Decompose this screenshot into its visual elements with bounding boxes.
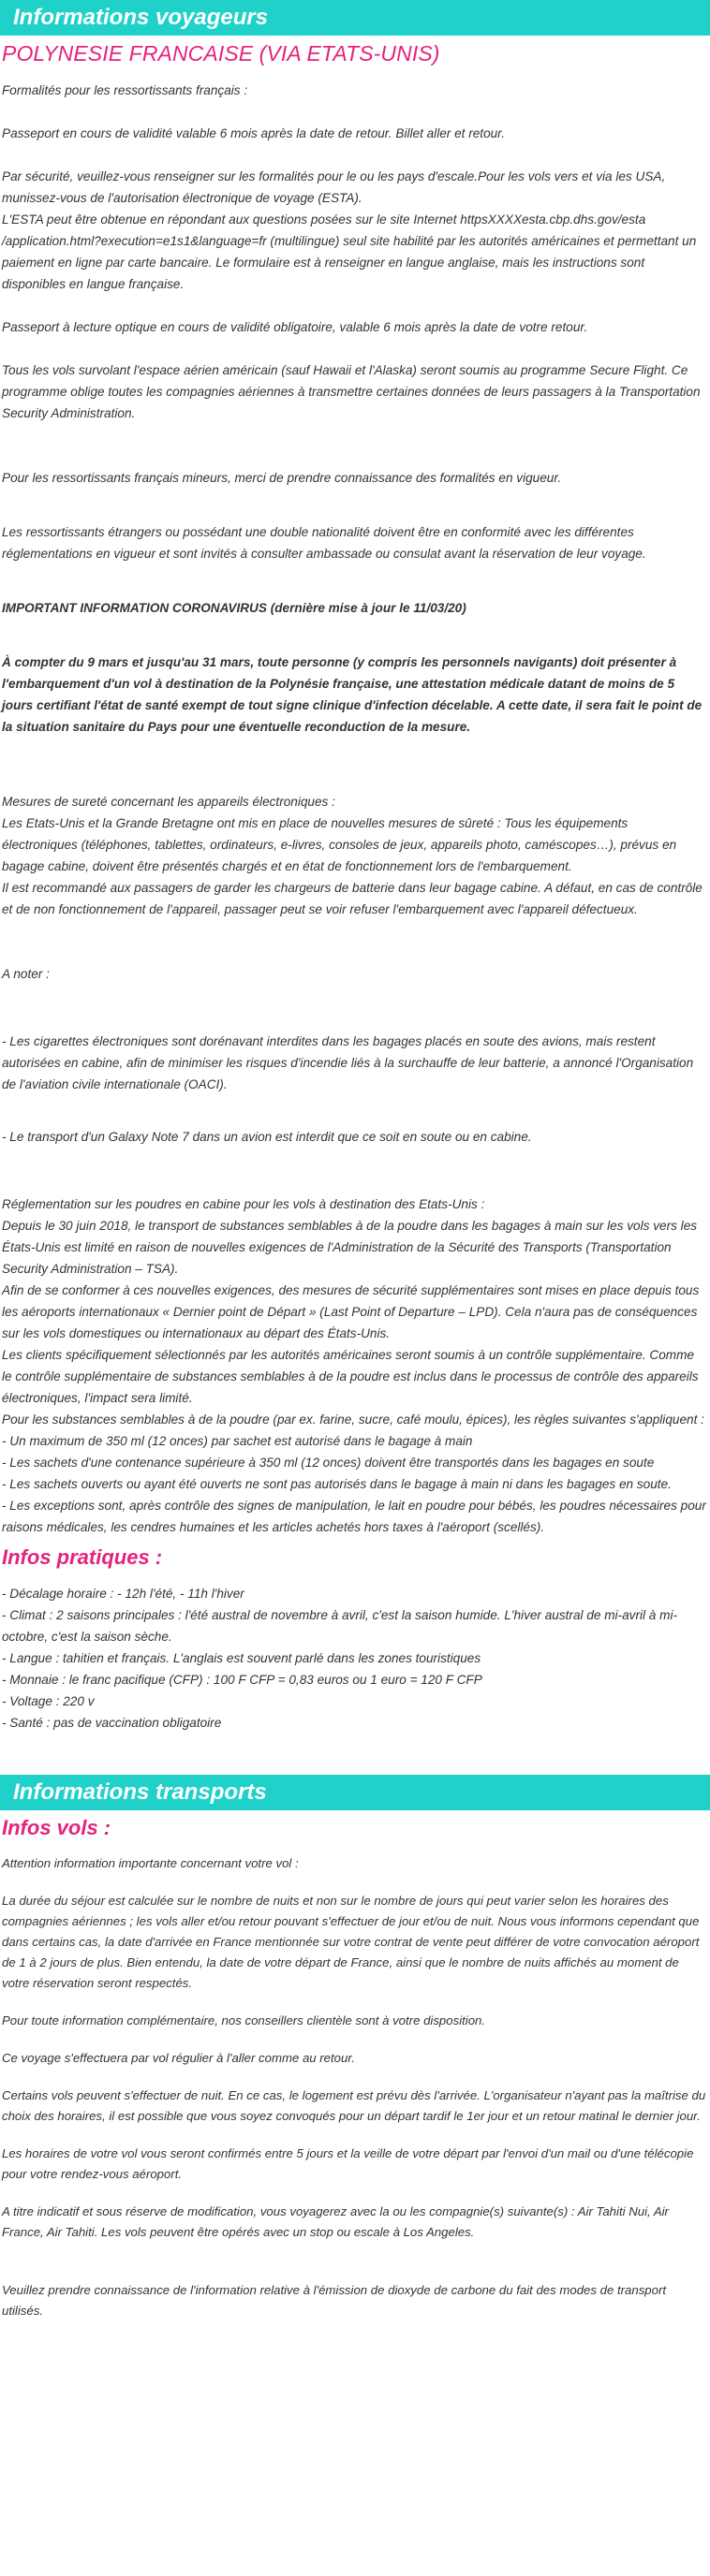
- night-flights-info: Certains vols peuvent s'effectuer de nuit. En ce cas, le logement est prévu dès l'arrivée. L'organisateur n'ayant pas la maîtrise du choix des horaires, il est possible que vous soyez convoqués pour un départ tardif le 1er jour et un retour matinal le dernier jour.: [2, 2088, 706, 2123]
- esta-info: Par sécurité, veuillez-vous renseigner sur les formalités pour le ou les pays d'escale.Pour les vols vers et via les USA, munissez-vous de l'autorisation électronique de voyage (ESTA). L'ESTA peut être obtenue en répondant aux questions posées sur le site Internet httpsXXXXesta.cbp.dhs.gov/esta /application.html?execution=e1s1&language=fr (multilingue) seul site habilité par les autorités américaines et permettant un paiement en ligne par carte bancaire. Le formulaire est à renseigner en langue anglaise, mais les instructions sont disponibles en langue française.: [2, 169, 697, 291]
- practical-info-title: Infos pratiques :: [2, 1545, 163, 1569]
- powders-regulation: Réglementation sur les poudres en cabine pour les vols à destination des Etats-Unis : Depuis le 30 juin 2018, le transport de substances semblables à de la poudre dans les bagages à main sur les vols vers les États-Unis est limité en raison de nouvelles exigences de l'Administration de la Sécurité des Transports (Transportation Security Administration – TSA). Afin de se conformer à ces nouvelles exigences, des mesures de sécurité supplémentaires sont mises en place depuis tous les aéroports internationaux « Dernier point de Départ » (Last Point of Departure – LPD). Cela n'aura pas de conséquences sur les vols domestiques ou internationaux au départ des États-Unis. Les clients spécifiquement sélectionnés par les autorités américaines seront soumis à un contrôle supplémentaire. Comme le contrôle supplémentaire de substances semblables à de la poudre est inclus dans le processus de contrôle des appareils électroniques, l'impact sera limité. Pour les substances semblables à de la poudre (par ex. farine, sucre, café moulu, épices), les règles suivantes s'appliquent : - Un maximum de 350 ml (12 onces) par sachet est autorisé dans le bagage à main - Les sachets d'une contenance supérieure à 350 ml (12 onces) doivent être transportés dans les bagages en soute - Les sachets ouverts ou ayant été ouverts ne sont pas autorisés dans le bagage à main ni dans les bagages en soute. - Les exceptions sont, après contrôle des signes de manipulation, le lait en poudre pour bébés, les poudres nécessaires pour raisons médicales, les cendres humaines et les articles achetés hors taxes à l'aéroport (scellés).: [2, 1197, 706, 1534]
- note-galaxy-note7: - Le transport d'un Galaxy Note 7 dans un avion est interdit que ce soit en soute ou en cabine.: [2, 1130, 532, 1144]
- flight-attention: Attention information importante concernant votre vol :: [2, 1856, 299, 1870]
- section-header-transports: Informations transports: [0, 1775, 710, 1810]
- practical-currency: - Monnaie : le franc pacifique (CFP) : 100 F CFP = 0,83 euros ou 1 euro = 120 F CFP: [2, 1673, 482, 1687]
- note-ecigarettes: - Les cigarettes électroniques sont dorénavant interdites dans les bagages placés en soute des avions, mais restent autorisées en cabine, afin de minimiser les risques d'incendie liés à la surchauffe de leur batterie, a annoncé l'Organisation de l'aviation civile internationale (OACI).: [2, 1034, 694, 1091]
- practical-health: - Santé : pas de vaccination obligatoire: [2, 1716, 222, 1730]
- practical-climate: - Climat : 2 saisons principales : l'été austral de novembre à avril, c'est la saison humide. L'hiver austral de mi-avril à mi-octobre, c'est la saison sèche.: [2, 1608, 677, 1644]
- foreigners-info: Les ressortissants étrangers ou possédant une double nationalité doivent être en conformité avec les différentes réglementations en vigueur et sont invités à consulter ambassade ou consulat avant la réservation de leur voyage.: [2, 525, 646, 561]
- passport-requirement: Passeport en cours de validité valable 6 mois après la date de retour. Billet aller et retour.: [2, 126, 505, 140]
- minors-info: Pour les ressortissants français mineurs, merci de prendre connaissance des formalités en vigueur.: [2, 471, 562, 485]
- destination-title: POLYNESIE FRANCAISE (VIA ETATS-UNIS): [2, 41, 440, 66]
- regular-flight-info: Ce voyage s'effectuera par vol régulier à l'aller comme au retour.: [2, 2051, 355, 2065]
- stay-duration-info: La durée du séjour est calculée sur le nombre de nuits et non sur le nombre de jours qui peut varier selon les horaires des compagnies aériennes ; les vols aller et/ou retour pouvant s'effectuer de jour et/ou de nuit. Nous vous informons cependant que dans certains cas, la date d'arrivée en France mentionnée sur votre contrat de vente peut différer de votre convocation aéroport de 1 à 2 jours de plus. Bien entendu, la date de votre départ de France, ainsi que le nombre de nuits affichés au moment de votre réservation seront respectés.: [2, 1894, 700, 1990]
- schedule-confirmation: Les horaires de votre vol vous seront confirmés entre 5 jours et la veille de votre départ par l'envoi d'un mail ou d'une télécopie pour votre rendez-vous aéroport.: [2, 2146, 694, 2181]
- electronics-measures: Mesures de sureté concernant les appareils électroniques : Les Etats-Unis et la Grande Bretagne ont mis en place de nouvelles mesures de sûreté : Tous les équipements électroniques (téléphones, tablettes, ordinateurs, e-livres, consoles de jeux, appareils photo, caméscopes…), prévus en bagage cabine, doivent être présentés chargés et en état de fonctionnement lors de l'embarquement. Il est recommandé aux passagers de garder les chargeurs de batterie dans leur bagage cabine. A défaut, en cas de contrôle et de non fonctionnement de l'appareil, passager peut se voir refuser l'embarquement avec l'appareil défectueux.: [2, 795, 703, 916]
- note-label: A noter :: [2, 967, 50, 981]
- co2-info: Veuillez prendre connaissance de l'information relative à l'émission de dioxyde de carbone du fait des modes de transport utilisés.: [2, 2283, 667, 2318]
- section-header-voyageurs: Informations voyageurs: [0, 0, 710, 36]
- transport-info-content: [0, 1853, 710, 2321]
- formalities-intro: Formalités pour les ressortissants français :: [2, 83, 248, 97]
- practical-info-list: [0, 1583, 710, 1734]
- traveler-info-content: [0, 80, 710, 1538]
- secure-flight-info: Tous les vols survolant l'espace aérien américain (sauf Hawaii et l'Alaska) seront soumis au programme Secure Flight. Ce programme oblige toutes les compagnies aériennes à transmettre certaines données de leurs passagers à la Transportation Security Administration.: [2, 363, 701, 420]
- airlines-info: A titre indicatif et sous réserve de modification, vous voyagerez avec la ou les compagnie(s) suivante(s) : Air Tahiti Nui, Air France, Air Tahiti. Les vols peuvent être opérés avec un stop ou escale à Los Angeles.: [2, 2204, 669, 2239]
- coronavirus-title: IMPORTANT INFORMATION CORONAVIRUS (dernière mise à jour le 11/03/20): [2, 601, 466, 615]
- flights-info-title: Infos vols :: [2, 1816, 111, 1839]
- practical-voltage: - Voltage : 220 v: [2, 1694, 95, 1708]
- passport-optical: Passeport à lecture optique en cours de validité obligatoire, valable 6 mois après la date de votre retour.: [2, 320, 588, 334]
- practical-language: - Langue : tahitien et français. L'anglais est souvent parlé dans les zones touristiques: [2, 1651, 481, 1665]
- coronavirus-text: À compter du 9 mars et jusqu'au 31 mars, toute personne (y compris les personnels navigants) doit présenter à l'embarquement d'un vol à destination de la Polynésie française, une attestation médicale datant de moins de 5 jours certifiant l'état de santé exempt de tout signe clinique d'infection décelable. A cette date, il sera fait le point de la situation sanitaire du Pays pour une éventuelle reconduction de la mesure.: [2, 655, 703, 734]
- advisors-info: Pour toute information complémentaire, nos conseillers clientèle sont à votre disposition.: [2, 2013, 486, 2027]
- practical-timezone: - Décalage horaire : - 12h l'été, - 11h l'hiver: [2, 1587, 244, 1601]
